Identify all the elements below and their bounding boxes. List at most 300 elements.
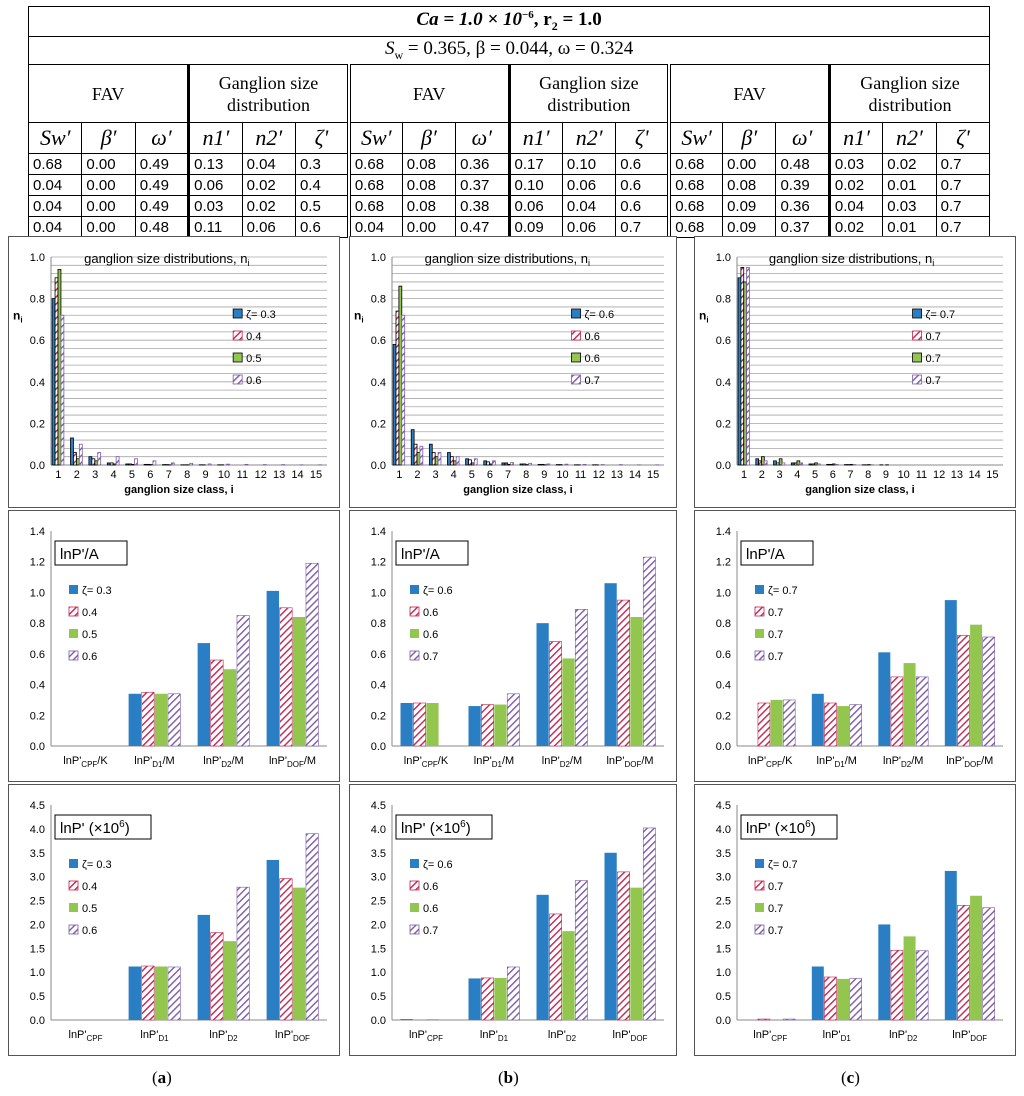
table-cell: 0.68 (349, 175, 402, 196)
bar (198, 915, 210, 1020)
chart-title: lnP'/A (60, 546, 99, 563)
bar (116, 457, 119, 465)
table-cell: 0.08 (723, 175, 776, 196)
chart-title: ganglion size distributions, $n_i$ (84, 251, 250, 268)
bar (293, 888, 305, 1020)
legend-swatch (755, 629, 764, 638)
x-tick-label: 9 (541, 469, 548, 481)
bar (758, 1019, 770, 1020)
bar (520, 464, 523, 465)
table-row (29, 175, 990, 196)
x-tick-label: $\ln P'_{DOF}/M$ (268, 755, 317, 769)
y-tick-label: 4.0 (370, 823, 386, 836)
bar (630, 617, 642, 746)
legend-label: 0.4 (82, 881, 98, 893)
bar (211, 933, 223, 1020)
legend-swatch (410, 881, 419, 890)
y-tick-label: 0.6 (370, 648, 386, 661)
table-cell: 0.00 (82, 175, 135, 196)
legend-swatch (69, 607, 78, 616)
legend-label: 0.7 (768, 903, 784, 915)
bar (432, 453, 435, 465)
legend-label: ζ= 0.7 (768, 859, 798, 871)
y-tick-label: 1.4 (29, 526, 45, 538)
legend-label: 0.6 (423, 881, 439, 893)
x-tick-label: 8 (865, 469, 872, 481)
bar (507, 694, 519, 746)
bar (168, 967, 180, 1020)
bar (396, 311, 399, 465)
fav-header: FAV (29, 65, 189, 123)
y-tick-label: 0.0 (29, 741, 45, 753)
y-tick-label: 0.6 (715, 648, 731, 661)
bar (494, 705, 506, 746)
y-tick-label: 4.5 (29, 800, 45, 812)
y-tick-label: 0.0 (715, 1015, 731, 1027)
y-tick-label: 0.2 (370, 710, 386, 723)
bar (293, 617, 305, 746)
bar (494, 978, 506, 1020)
y-tick-label: 4.5 (370, 800, 386, 812)
bar (741, 267, 744, 465)
legend-label: 0.7 (768, 651, 784, 663)
table-row (29, 196, 990, 217)
legend-label: 0.4 (82, 607, 98, 619)
table-cell: 0.68 (669, 175, 722, 196)
y-tick-label: 0.8 (370, 618, 386, 631)
bar (435, 457, 438, 465)
x-tick-label: 5 (128, 469, 136, 481)
chart-svg (350, 785, 676, 1055)
table-cell: 0.08 (402, 154, 455, 175)
table-cell: 0.09 (723, 217, 776, 238)
bar (523, 464, 526, 465)
legend-swatch (755, 607, 764, 616)
x-tick-label: 10 (556, 469, 569, 481)
table-cell: 0.00 (82, 154, 135, 175)
bar (507, 967, 519, 1020)
x-tick-label: 3 (776, 469, 783, 481)
legend-swatch (69, 585, 78, 594)
table-title: $Ca = 1.0 \times 10^{-6}$, $r_2 = 1.0$ (29, 7, 990, 37)
x-tick-label: 4 (110, 469, 117, 481)
bar (227, 464, 230, 465)
bar (153, 461, 156, 465)
legend-swatch (913, 331, 922, 340)
ganglion-header: Ganglion size distribution (829, 65, 989, 123)
legend-swatch (572, 375, 581, 384)
x-tick-label: 13 (610, 469, 623, 481)
bar (782, 463, 785, 465)
bar (850, 705, 862, 746)
chart-lnp-a-b (349, 510, 677, 782)
x-tick-label: 8 (184, 469, 191, 481)
table-cell: 0.00 (723, 154, 776, 175)
bar (983, 637, 995, 746)
bar (643, 557, 655, 746)
bar (779, 459, 782, 465)
y-tick-label: 3.0 (29, 871, 45, 884)
x-tick-label: 3 (92, 469, 99, 481)
table-row (29, 154, 990, 175)
y-tick-label: 2.0 (715, 919, 731, 932)
x-axis-label: ganglion size class, i (463, 484, 573, 496)
bar (797, 461, 800, 465)
column-header-sw: Sw′ (349, 123, 402, 154)
bar (824, 977, 836, 1020)
bar (280, 608, 292, 746)
bar (447, 453, 450, 465)
y-tick-label: 1.0 (29, 252, 45, 264)
bar (529, 463, 532, 465)
bar (537, 895, 549, 1020)
fav-header: FAV (349, 65, 509, 123)
legend-label: 0.4 (246, 331, 262, 343)
bar (429, 444, 432, 465)
bar (891, 950, 903, 1020)
bar (756, 459, 759, 465)
x-tick-label: 9 (202, 469, 209, 481)
table-cell: 0.38 (456, 196, 509, 217)
bar (575, 880, 587, 1020)
x-tick-label: $\ln P'_{D1}/M$ (473, 755, 515, 769)
chart-title: ganglion size distributions, $n_i$ (768, 251, 935, 268)
bar (970, 625, 982, 746)
bar (420, 446, 423, 465)
table-cell: 0.68 (669, 154, 722, 175)
bar (129, 966, 141, 1020)
legend-swatch (410, 585, 419, 594)
y-tick-label: 0.6 (715, 335, 731, 348)
table-cell: 0.10 (562, 154, 615, 175)
column-header-n2: n2′ (562, 123, 615, 154)
legend-label: ζ= 0.6 (423, 859, 453, 871)
chart-title: lnP' $(\times 10^6)$ (746, 819, 816, 837)
chart-ganglion-c (694, 236, 1016, 508)
bar (466, 459, 469, 465)
y-tick-label: 1.0 (715, 967, 731, 980)
y-tick-label: 0.5 (715, 991, 731, 1004)
x-tick-label: 7 (165, 469, 172, 481)
x-tick-label: $\ln P'_{CPF}/K$ (748, 755, 793, 769)
column-header-omega: ω′ (456, 123, 509, 154)
y-tick-label: 0.0 (29, 1015, 45, 1027)
legend-label: ζ= 0.3 (246, 309, 276, 321)
y-tick-label: 0.8 (29, 618, 45, 631)
table-cell: 0.04 (29, 175, 82, 196)
legend-swatch (69, 903, 78, 912)
y-tick-label: 2.5 (370, 895, 386, 908)
bar (764, 461, 767, 465)
table-cell: 0.36 (456, 154, 509, 175)
column-header-omega: ω′ (776, 123, 829, 154)
column-header-beta: β′ (402, 123, 455, 154)
table-cell: 0.49 (135, 175, 188, 196)
bar (617, 600, 629, 746)
legend-swatch (233, 375, 242, 384)
bar (95, 461, 98, 465)
bar (830, 464, 833, 465)
bar (481, 978, 493, 1020)
bar (549, 914, 561, 1020)
bar (630, 888, 642, 1020)
bar (487, 462, 490, 465)
x-tick-label: 10 (897, 469, 910, 481)
y-tick-label: 1.4 (715, 526, 731, 538)
chart-title: ganglion size distributions, $n_i$ (424, 251, 590, 268)
table-cell: 0.01 (883, 217, 936, 238)
table-cell: 0.11 (189, 217, 242, 238)
bar (280, 879, 292, 1020)
x-tick-label: $\ln P'_{D2}/M$ (541, 755, 583, 769)
bar (878, 924, 890, 1020)
table-cell: 0.68 (669, 217, 722, 238)
bar (399, 286, 402, 465)
bar (812, 464, 815, 465)
bar (306, 834, 318, 1020)
legend-swatch (233, 353, 242, 362)
bar (541, 464, 544, 465)
legend-swatch (913, 309, 922, 318)
bar (453, 461, 456, 465)
table-cell: 0.37 (776, 217, 829, 238)
table-cell: 0.7 (616, 217, 669, 238)
y-tick-label: 0.4 (29, 376, 45, 389)
legend-label: 0.6 (423, 903, 439, 915)
table-cell: 0.68 (669, 196, 722, 217)
y-tick-label: 0.8 (29, 293, 45, 306)
bar (583, 464, 586, 465)
bar (58, 269, 61, 465)
table-cell: 0.00 (402, 217, 455, 238)
table-cell: 0.17 (509, 154, 562, 175)
legend-label: 0.7 (423, 651, 439, 663)
bar (92, 459, 95, 465)
y-tick-label: 4.0 (29, 823, 45, 836)
table-cell: 0.03 (883, 196, 936, 217)
y-tick-label: 1.2 (715, 556, 731, 569)
y-tick-label: 0.0 (29, 460, 45, 472)
chart-ganglion-a (8, 236, 340, 508)
bar (562, 931, 574, 1020)
y-tick-label: 0.0 (715, 460, 731, 472)
bar (113, 464, 116, 465)
legend-label: 0.6 (423, 629, 439, 641)
x-tick-label: 12 (592, 469, 605, 481)
y-tick-label: 1.2 (29, 556, 45, 569)
table-cell: 0.06 (562, 175, 615, 196)
bar (508, 464, 511, 465)
table-cell: 0.68 (349, 196, 402, 217)
legend-swatch (572, 309, 581, 318)
bar (89, 457, 92, 465)
legend-label: 0.6 (82, 651, 98, 663)
bar (505, 463, 508, 465)
x-tick-label: $\ln P'_{CPF}/K$ (63, 755, 108, 769)
bar (224, 669, 236, 746)
table-cell: 0.04 (349, 217, 402, 238)
table-cell: 0.10 (509, 175, 562, 196)
table-cell: 0.6 (295, 217, 348, 238)
bar (142, 966, 154, 1020)
bar (168, 694, 180, 746)
bar (426, 703, 438, 746)
bar (155, 966, 167, 1020)
table-cell: 0.49 (135, 154, 188, 175)
bar (783, 1019, 795, 1020)
table-cell: 0.36 (776, 196, 829, 217)
bar (562, 658, 574, 746)
table-cell: 0.3 (295, 154, 348, 175)
x-tick-label: 5 (468, 469, 475, 481)
x-tick-label: $\ln P'_{D2}$ (547, 1029, 577, 1043)
chart-svg (9, 237, 339, 507)
x-tick-label: 8 (523, 469, 530, 481)
bar (771, 700, 783, 746)
y-tick-label: 0.8 (715, 618, 731, 631)
bar (98, 453, 101, 465)
bar (758, 703, 770, 746)
chart-title: lnP' $(\times 10^6)$ (401, 819, 471, 837)
table-cell: 0.04 (829, 196, 882, 217)
column-header-n1: n1′ (829, 123, 882, 154)
y-tick-label: 0.4 (370, 376, 386, 389)
x-tick-label: 2 (73, 469, 80, 481)
table-cell: 0.68 (29, 154, 82, 175)
table-cell: 0.7 (936, 154, 990, 175)
x-tick-label: $\ln P'_{D1}$ (822, 1029, 851, 1043)
table-cell: 0.04 (29, 196, 82, 217)
table-cell: 0.09 (509, 217, 562, 238)
x-tick-label: 14 (968, 469, 981, 481)
y-tick-label: 1.0 (29, 587, 45, 600)
bar (791, 463, 794, 465)
x-axis-label: ganglion size class, i (805, 484, 915, 496)
y-tick-label: 0.2 (29, 710, 45, 723)
bar (267, 591, 279, 746)
legend-label: ζ= 0.7 (925, 309, 956, 321)
table-cell: 0.47 (456, 217, 509, 238)
table-cell: 0.03 (189, 196, 242, 217)
bar (818, 464, 821, 465)
bar (208, 464, 211, 465)
y-tick-label: 0.8 (370, 293, 386, 306)
legend-label: 0.7 (768, 881, 784, 893)
bar (812, 694, 824, 746)
table-cell: 0.06 (189, 175, 242, 196)
bar (142, 692, 154, 746)
x-tick-label: $\ln P'_{D1}/M$ (134, 755, 175, 769)
legend-swatch (410, 629, 419, 638)
bar (267, 860, 279, 1020)
legend-swatch (572, 353, 581, 362)
bar (144, 464, 147, 465)
bar (155, 694, 167, 746)
x-tick-label: $\ln P'_{DOF}/M$ (946, 755, 994, 769)
table-cell: 0.48 (135, 217, 188, 238)
x-tick-label: 14 (291, 469, 304, 481)
chart-lnp-a-c (694, 510, 1016, 782)
y-tick-label: 0.5 (29, 991, 45, 1004)
bar (474, 459, 477, 465)
bar (761, 457, 764, 465)
x-tick-label: $\ln P'_{D1}/M$ (816, 755, 857, 769)
bar (469, 460, 472, 465)
legend-swatch (755, 903, 764, 912)
legend-swatch (233, 309, 242, 318)
table-cell: 0.01 (883, 175, 936, 196)
chart-title: lnP' $(\times 10^6)$ (60, 819, 130, 837)
bar (481, 705, 493, 746)
legend-swatch (233, 331, 242, 340)
table-cell: 0.7 (936, 196, 990, 217)
x-tick-label: 1 (741, 469, 748, 481)
bar (605, 583, 617, 746)
caption-c: (c) (841, 1068, 860, 1087)
bar (744, 282, 747, 465)
y-tick-label: 0.6 (29, 335, 45, 348)
table-subtitle: $S_w = 0.365$, β = 0.044, ω = 0.324 (29, 37, 990, 65)
bar (129, 464, 132, 465)
chart-svg (350, 237, 676, 507)
table-cell: 0.13 (189, 154, 242, 175)
table-cell: 0.04 (562, 196, 615, 217)
bar (132, 464, 135, 465)
table-cell: 0.06 (562, 217, 615, 238)
table-cell: 0.09 (723, 196, 776, 217)
x-tick-label: $\ln P'_{D2}$ (209, 1029, 238, 1043)
chart-lnp-a-a (8, 510, 340, 782)
legend-swatch (69, 651, 78, 660)
bar (538, 464, 541, 465)
bar (945, 871, 957, 1020)
y-tick-label: 0.2 (370, 418, 386, 431)
bar (237, 615, 249, 746)
x-tick-label: 15 (646, 469, 660, 481)
x-tick-label: 12 (933, 469, 946, 481)
legend-label: 0.7 (925, 331, 941, 343)
bar (471, 463, 474, 465)
x-tick-label: $\ln P'_{DOF}$ (612, 1029, 648, 1043)
table-cell: 0.08 (402, 196, 455, 217)
bar (426, 1019, 438, 1020)
x-tick-label: 5 (811, 469, 819, 481)
bar (502, 463, 505, 465)
x-tick-label: 2 (758, 469, 765, 481)
x-tick-label: 1 (55, 469, 62, 481)
bar (110, 463, 113, 465)
y-tick-label: 1.0 (715, 587, 731, 600)
y-axis-label: $n_i$ (354, 308, 364, 325)
bar (605, 853, 617, 1020)
x-tick-label: $\ln P'_{D2}/M$ (203, 755, 244, 769)
y-tick-label: 1.0 (715, 252, 731, 264)
y-tick-label: 0.6 (370, 335, 386, 348)
table-cell: 0.6 (616, 196, 669, 217)
y-tick-label: 3.5 (29, 847, 45, 860)
y-tick-label: 0.2 (715, 710, 731, 723)
bar (456, 457, 459, 465)
y-tick-label: 1.2 (370, 556, 386, 569)
x-tick-label: 6 (486, 469, 493, 481)
bar (891, 677, 903, 746)
y-tick-label: 3.5 (715, 847, 731, 860)
y-tick-label: 1.0 (370, 967, 386, 980)
column-header-sw: Sw′ (669, 123, 722, 154)
table-cell: 0.02 (242, 196, 295, 217)
legend-swatch (755, 925, 764, 934)
y-tick-label: 3.5 (370, 847, 386, 860)
